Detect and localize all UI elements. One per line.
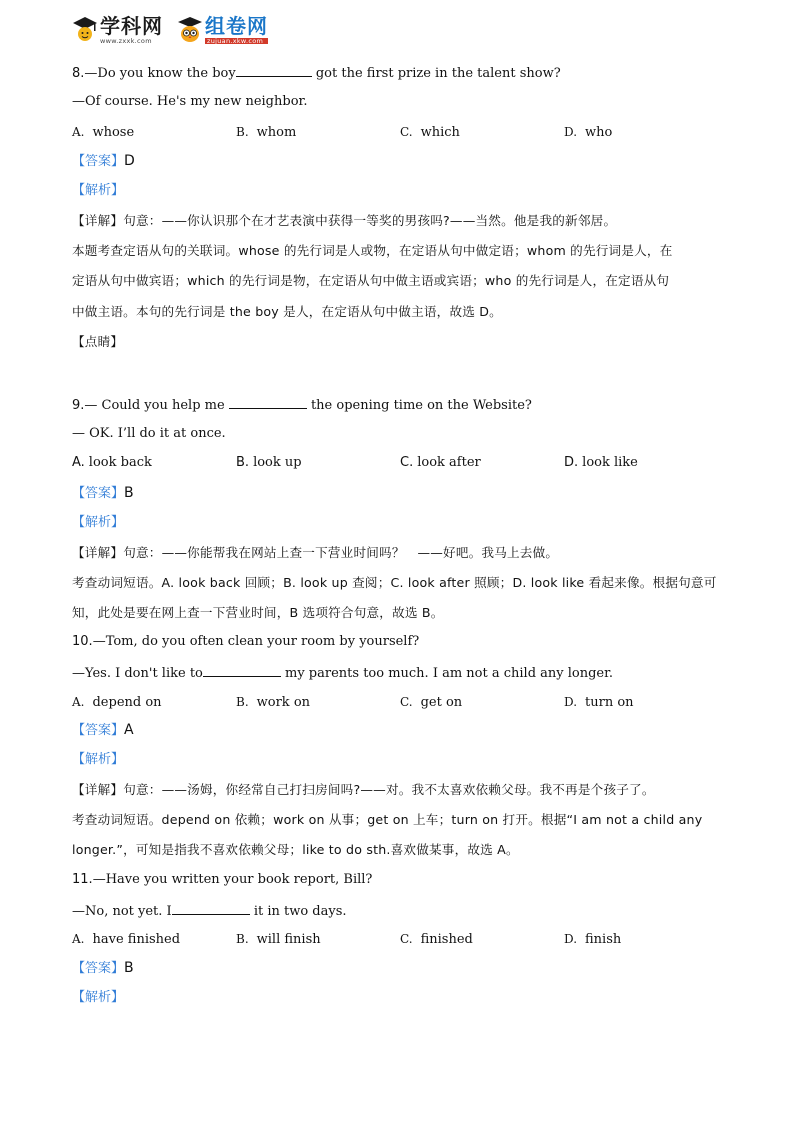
- q8-detail-line-3: 定语从句中做宾语；which 的先行词是物，在定语从句中做主语或宾语；who 的先行词是人，在定语从句: [72, 273, 670, 288]
- owl-mascot-icon: [177, 15, 203, 45]
- q10-reply-before: —Yes. I don't like to: [72, 666, 203, 681]
- q9-option-b[interactable]: B. look up: [236, 455, 302, 470]
- q10-answer-value: A: [124, 722, 134, 738]
- q11-number: 11.: [72, 872, 93, 887]
- graduate-cap-icon: [72, 15, 98, 45]
- q9-detail-tag: 【详解】: [72, 545, 124, 560]
- header-logos: [72, 12, 282, 48]
- q8-option-c[interactable]: C. which: [400, 125, 460, 140]
- q11-stem-text: —Have you written your book report, Bill?: [92, 872, 373, 887]
- q11-answer-value: B: [124, 960, 134, 976]
- q9-detail-line-3: 知，此处是要在网上查一下营业时间，B 选项符合句意，故选 B。: [72, 605, 444, 620]
- q9-answer-blank: [229, 396, 307, 409]
- q11-reply-after: it in two days.: [249, 904, 347, 919]
- q11-reply-before: —No, not yet. I: [72, 904, 172, 919]
- q10-detail-line-1: 【详解】句意：——汤姆，你经常自己打扫房间吗?——对。我不太喜欢依赖父母。我不再是个孩子了。: [72, 782, 655, 797]
- q11-answer: [72, 960, 134, 977]
- q9-answer-value: B: [124, 485, 134, 501]
- q8-detail-tag: 【详解】: [72, 213, 124, 228]
- q10-option-d[interactable]: D. turn on: [564, 695, 634, 710]
- q8-analysis-tag: 【解析】: [72, 183, 125, 198]
- q9-answer: [72, 485, 134, 502]
- q8-detail-line-1: 【详解】句意：——你认识那个在才艺表演中获得一等奖的男孩吗?——当然。他是我的新邻居。: [72, 213, 617, 228]
- q11-answer-tag: 【答案】: [72, 961, 125, 976]
- q10-option-b[interactable]: B. work on: [236, 695, 311, 710]
- q9-stem: [72, 396, 532, 414]
- q9-number: 9.: [72, 398, 85, 413]
- q9-analysis-tag: 【解析】: [72, 515, 125, 530]
- q8-stem-after: got the first prize in the talent show?: [311, 66, 561, 81]
- q10-stem-text: —Tom, do you often clean your room by yourself?: [92, 634, 420, 649]
- zujuan-logo[interactable]: [177, 15, 268, 45]
- q8-detail-line-4: 中做主语。本句的先行词是 the boy 是人，在定语从句中做主语，故选 D。: [72, 304, 502, 319]
- q10-number: 10.: [72, 634, 93, 649]
- q10-answer-blank: [203, 664, 281, 677]
- q8-option-d[interactable]: D. who: [564, 125, 613, 140]
- q11-option-a[interactable]: A. have finished: [72, 932, 181, 947]
- q9-reply: — OK. I’ll do it at once.: [72, 426, 226, 441]
- q9-answer-tag: 【答案】: [72, 486, 125, 501]
- zujuan-logo-name: 组卷网: [205, 13, 268, 38]
- q9-detail-line-2: 考查动词短语。A. look back 回顾；B. look up 查阅；C. look after 照顾；D. look like 看起来像。根据句意可: [72, 575, 717, 590]
- q9-stem-before: — Could you help me: [84, 398, 229, 413]
- q8-analysis: [72, 183, 124, 199]
- q11-reply: [72, 902, 347, 920]
- q8-option-a[interactable]: A. whose: [72, 125, 135, 140]
- q11-analysis-tag: 【解析】: [72, 990, 125, 1005]
- zxxk-logo-url: www.zxxk.com: [100, 36, 152, 45]
- q11-answer-blank: [172, 902, 250, 915]
- q10-reply: [72, 664, 613, 682]
- q11-analysis: [72, 990, 124, 1006]
- q11-option-b[interactable]: B. will finish: [236, 932, 321, 947]
- q8-answer: [72, 153, 135, 170]
- q8-answer-value: D: [124, 153, 135, 169]
- q10-detail-line-3: longer.”，可知是指我不喜欢依赖父母；like to do sth.喜欢做某事，故选 A。: [72, 842, 519, 857]
- q9-option-d[interactable]: D. look like: [564, 455, 638, 470]
- q11-stem: [72, 872, 372, 888]
- q10-answer-tag: 【答案】: [72, 723, 125, 738]
- q10-reply-after: my parents too much. I am not a child any longer.: [280, 666, 614, 681]
- q8-stem-before: —Do you know the boy: [84, 66, 236, 81]
- q10-answer: [72, 722, 134, 739]
- q10-stem: [72, 634, 419, 650]
- q8-comment: 【点睛】: [72, 334, 124, 349]
- q8-answer-tag: 【答案】: [72, 154, 125, 169]
- q10-option-a[interactable]: A. depend on: [72, 695, 162, 710]
- q9-detail-line-1: 【详解】句意：——你能帮我在网站上查一下营业时间吗？ ——好吧。我马上去做。: [72, 545, 559, 560]
- q8-option-b[interactable]: B. whom: [236, 125, 297, 140]
- q8-answer-blank: [236, 64, 312, 77]
- q10-detail-line-2: 考查动词短语。depend on 依赖；work on 从事；get on 上车；turn on 打开。根据“I am not a child any: [72, 812, 703, 827]
- q9-analysis: [72, 515, 124, 531]
- q10-analysis: [72, 752, 124, 768]
- q9-stem-after: the opening time on the Website?: [306, 398, 532, 413]
- q9-option-c[interactable]: C. look after: [400, 455, 481, 470]
- q8-stem: [72, 64, 561, 82]
- q10-analysis-tag: 【解析】: [72, 752, 125, 767]
- zxxk-logo[interactable]: [72, 15, 163, 45]
- q9-option-a[interactable]: A. look back: [72, 455, 152, 470]
- q8-number: 8.: [72, 66, 85, 81]
- zxxk-logo-name: 学科网: [100, 13, 163, 38]
- zujuan-logo-url: zujuan.xkw.com: [205, 38, 268, 45]
- q10-option-c[interactable]: C. get on: [400, 695, 463, 710]
- q8-detail-line-2: 本题考查定语从句的关联词。whose 的先行词是人或物，在定语从句中做定语；whom 的先行词是人，在: [72, 243, 673, 258]
- q8-reply: —Of course. He's my new neighbor.: [72, 94, 308, 109]
- q11-option-c[interactable]: C. finished: [400, 932, 473, 947]
- q11-option-d[interactable]: D. finish: [564, 932, 622, 947]
- q10-detail-tag: 【详解】: [72, 782, 124, 797]
